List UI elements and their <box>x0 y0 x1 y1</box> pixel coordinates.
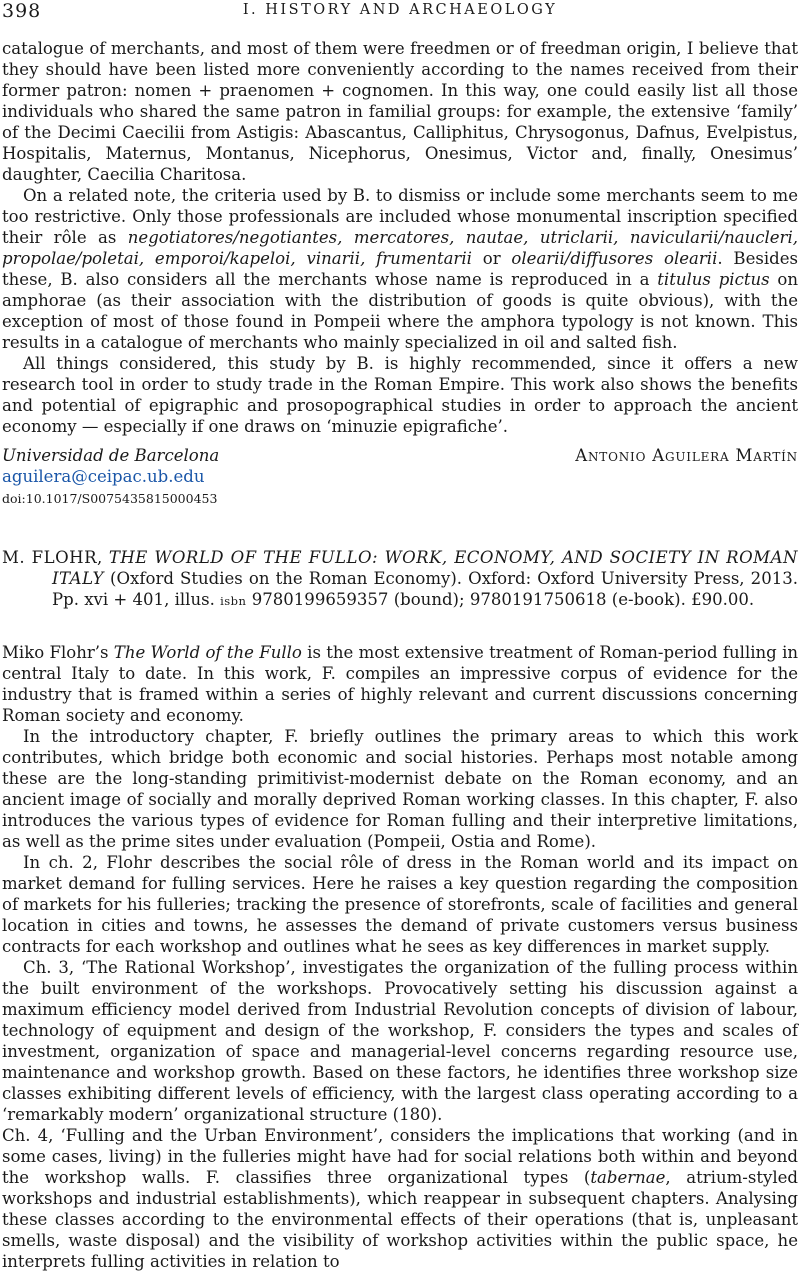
review2-paragraph-3: In ch. 2, Flohr describes the social rôle of dress in the Roman world and its impact on market demand for fulling services. Here he raises a key question regarding the composition of markets for his fulleries; tracking the presence of storefronts, scale of facilities and general location in cities and towns, he assesses the demand of private customers versus business contracts for each workshop and outlines what he sees as key differences in market supply. <box>2 853 798 956</box>
book-title: THE WORLD OF THE FULLO: WORK, ECONOMY, AND SOCIETY IN ROMAN ITALY <box>52 548 798 588</box>
reviewer-email-link[interactable]: aguilera@ceipac.ub.edu <box>2 467 205 486</box>
review1-paragraph-1: catalogue of merchants, and most of them were freedmen or of freedman origin, I believe that they should have been listed more conveniently according to the names received from their former patron: nomen + praenomen + cognomen. In this way, one could easily list all those individuals who shared the same patron in familial groups: for example, the extensive ‘family’ of the Decimi Caecilii from Astigis: Abascantus, Calliphitus, Chrysogonus, Dafnus, Evelpistus, Hospitalis, Maternus, Montanus, Nicephorus, Onesimus, Victor and, finally, Onesimus’ daughter, Caecilia Charitosa. <box>2 39 798 184</box>
review2-paragraph-1: Miko Flohr’s The World of the Fullo is the most extensive treatment of Roman-period fulling in central Italy to date. In this work, F. compiles an impressive corpus of evidence for the industry that is framed within a series of highly relevant and current discussions concerning Roman society and economy. <box>2 643 798 725</box>
book-author: M. FLOHR, <box>2 548 103 567</box>
review1-paragraph-2: On a related note, the criteria used by B. to dismiss or include some merchants seem to me too restrictive. Only those professionals are included whose monumental inscription specified their rôle as negotiatores/negotiantes, mercatores, nautae, utriclarii, navicularii/naucleri, propolae/poletai, emporoi/kapeloi, vinarii, frumentarii or olearii/diffusores olearii. Besides these, B. also considers all the merchants whose name is reproduced in a titulus pictus on amphorae (as their association with the distribution of goods is quite obvious), with the exception of most of those found in Pompeii where the amphora typology is not known. This results in a catalogue of merchants who mainly specialized in oil and salted fish. <box>2 186 799 352</box>
running-title: I. HISTORY AND ARCHAEOLOGY <box>242 2 558 18</box>
review2-paragraph-2: In the introductory chapter, F. briefly outlines the primary areas to which this work contributes, which bridge both economic and social histories. Perhaps most notable among these are the long-standing primitivist-modernist debate on the Roman economy, and an ancient image of socially and morally deprived Roman working classes. In this chapter, F. also introduces the various types of evidence for Roman fulling and their interpretive limitations, as well as the prime sites under evaluation (Pompeii, Ostia and Rome). <box>2 727 798 851</box>
review2-paragraph-4: Ch. 3, ‘The Rational Workshop’, investigates the organization of the fulling process within the built environment of the workshops. Provocatively setting his discussion against a maximum efficiency model derived from Industrial Revolution concepts of division of labour, technology of equipment and design of the workshop, F. considers the types and scales of investment, organization of space and managerial-level concerns regarding resource use, maintenance and workshop growth. Based on these factors, he identifies three workshop size classes exhibiting different levels of efficiency, with the largest class operating according to a ‘remarkably modern’ organizational structure (180). <box>2 958 798 1124</box>
reviewer-name: Antonio Aguilera Martín <box>575 446 798 465</box>
reviewer-signature <box>2 445 798 466</box>
reviewer-affiliation: Universidad de Barcelona <box>2 446 220 465</box>
page-number: 398 <box>2 0 42 22</box>
book-citation: M. FLOHR, THE WORLD OF THE FULLO: WORK, ECONOMY, AND SOCIETY IN ROMAN ITALY (Oxford Studies on the Roman Economy). Oxford: Oxford University Press, 2013. Pp. xvi + 401, illus. isbn 9780199659357 (bound); 9780191750618 (e-book). £90.00. <box>2 548 798 609</box>
body-text <box>2 38 798 1272</box>
review1-doi: doi:10.1017/S0075435815000453 <box>2 491 218 506</box>
review1-paragraph-3: All things considered, this study by B. is highly recommended, since it offers a new research tool in order to study trade in the Roman Empire. This work also shows the benefits and potential of epigraphic and prosopographical studies in order to approach the ancient economy — especially if one draws on ‘minuzie epigrafiche’. <box>2 354 798 436</box>
review2-paragraph-5: Ch. 4, ‘Fulling and the Urban Environment’, considers the implications that working (and in some cases, living) in the fulleries might have had for social relations both within and beyond the workshop walls. F. classifies three organizational types (tabernae, atrium-styled workshops and industrial establishments), which reappear in subsequent chapters. Analysing these classes according to the environmental effects of their operations (that is, unpleasant smells, waste disposal) and the visibility of workshop activities within the public space, he interprets fulling activities in relation to <box>2 1126 798 1271</box>
running-header <box>0 0 800 22</box>
